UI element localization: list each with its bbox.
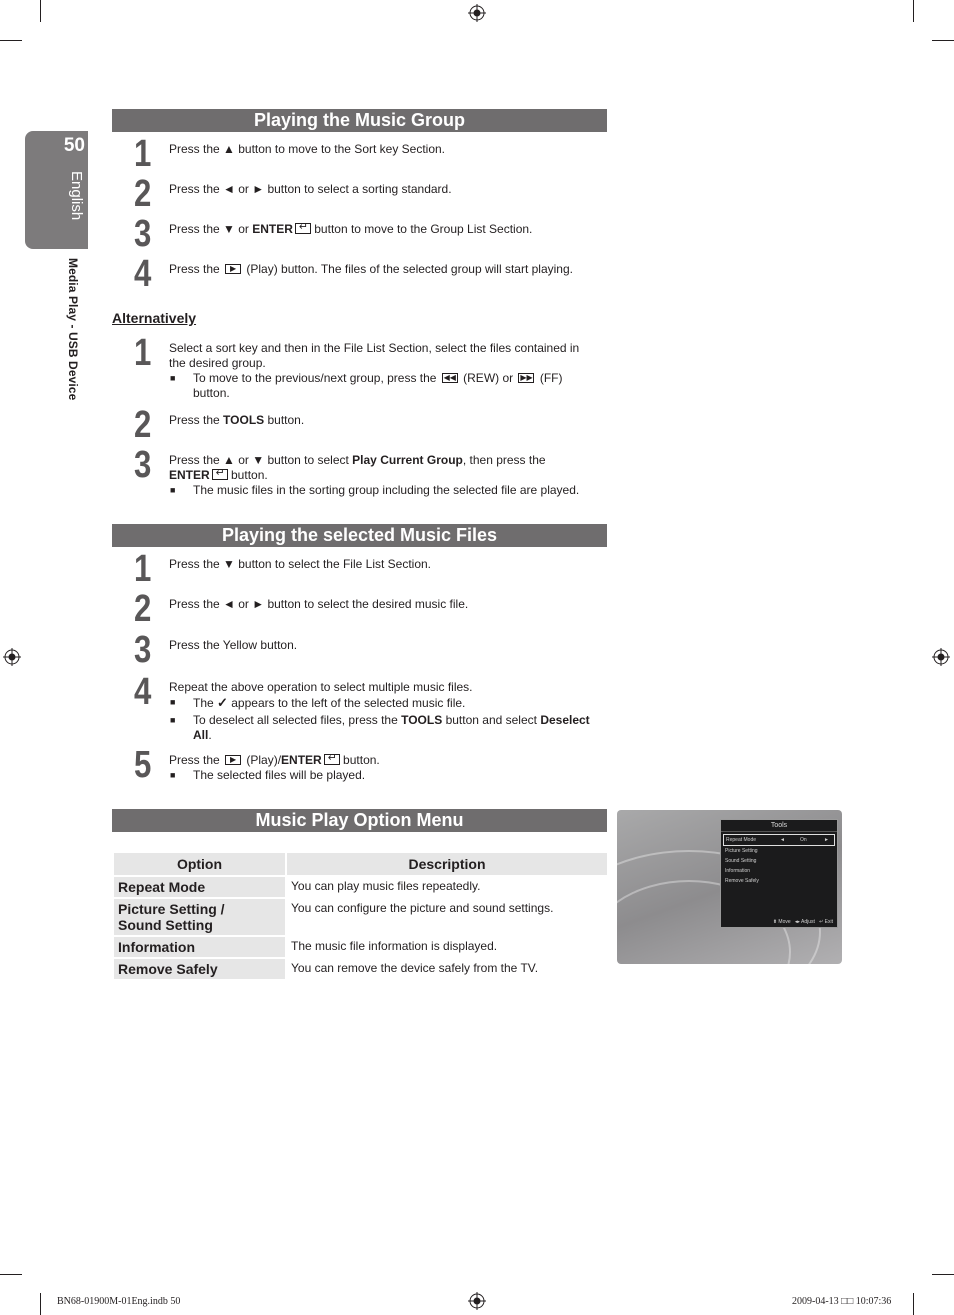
step-text: Press the ▲ or ▼ button to select Play Current Group, then press the ENTER↵ button. ■ The music files in the sorting group including the selected file are played. (169, 453, 594, 498)
step-text: Press the Yellow button. (169, 638, 298, 652)
step-number: 4 (134, 671, 150, 713)
crop-mark (913, 1293, 914, 1315)
crop-mark (932, 40, 954, 41)
exit-icon: ↵ (819, 919, 824, 925)
play-icon: ▶ (225, 264, 241, 274)
move-icon: ⬍ (772, 919, 778, 925)
bullet-note: ■ The music files in the sorting group including the selected file are played. (169, 483, 594, 498)
crop-mark (0, 1274, 22, 1275)
description-cell: You can remove the device safely from the TV. (291, 961, 539, 975)
rewind-icon: ◀◀ (443, 373, 456, 382)
page-number: 50 (63, 135, 85, 156)
option-cell: Information (114, 937, 285, 957)
step-text: Repeat the above operation to select multiple music files. ■ The ✓ appears to the left of the selected music file. ■ To deselect all selected files, press the TOOLS button and select Deselect All. (169, 680, 594, 743)
tools-item: Remove Safely (725, 878, 759, 884)
step-number: 3 (134, 629, 150, 671)
table-row (114, 877, 607, 897)
step-number: 2 (134, 173, 150, 215)
registration-mark-icon (468, 4, 486, 22)
crop-mark (913, 0, 914, 22)
chapter-label: Media Play - USB Device (66, 258, 80, 401)
table-row (114, 937, 607, 957)
bullet-note: ■ To move to the previous/next group, press the ◀◀ (REW) or ▶▶ (FF) button. (169, 371, 594, 401)
section-title-selected-files: Playing the selected Music Files (112, 524, 607, 547)
tools-item-repeat-mode: Repeat Mode ◄ On ► (723, 834, 835, 846)
step-number: 1 (134, 133, 150, 175)
bullet-note: ■ The selected files will be played. (169, 768, 594, 783)
step-number: 1 (134, 548, 150, 590)
footer-file: BN68-01900M-01Eng.indb 50 (57, 1296, 181, 1307)
crop-mark (932, 1274, 954, 1275)
page-tab (25, 131, 88, 249)
registration-mark-icon (468, 1292, 486, 1310)
play-icon: ▶ (225, 755, 241, 765)
enter-icon (212, 469, 228, 480)
section-title-music-group: Playing the Music Group (112, 109, 607, 132)
description-cell: The music file information is displayed. (291, 939, 498, 953)
bullet-note: ■ To deselect all selected files, press the TOOLS button and select Deselect All. (169, 713, 594, 743)
arrow-right-icon: ► (824, 837, 829, 843)
arrow-left-icon: ◄ (780, 837, 785, 843)
enter-icon (324, 754, 340, 765)
table-row (114, 959, 607, 979)
step-number: 3 (134, 444, 150, 486)
step-number: 2 (134, 404, 150, 446)
description-cell: You can configure the picture and sound settings. (291, 901, 554, 915)
crop-mark (40, 0, 41, 22)
fast-forward-icon: ▶▶ (520, 373, 533, 382)
option-cell: Remove Safely (114, 959, 285, 979)
adjust-icon: ◂▸ (794, 919, 800, 925)
option-cell: Repeat Mode (114, 877, 285, 897)
step-text: Press the ▼ button to select the File List Section. (169, 557, 432, 571)
tools-title: Tools (721, 820, 837, 832)
tools-menu (720, 819, 838, 928)
option-table (112, 851, 609, 981)
step-text: Select a sort key and then in the File List Section, select the files contained in the desired group. ■ To move to the previous/next group, press the ◀◀ (REW) or ▶▶ (FF) button. (169, 341, 594, 401)
tools-item: Information (725, 868, 751, 874)
step-text: Press the ◄ or ► button to select the desired music file. (169, 597, 469, 611)
step-number: 5 (134, 744, 150, 786)
step-number: 1 (134, 332, 150, 374)
table-row (114, 899, 607, 935)
registration-mark-icon (932, 648, 950, 666)
step-number: 2 (134, 588, 150, 630)
crop-mark (40, 1293, 41, 1315)
crop-mark (0, 40, 22, 41)
tv-screenshot (617, 810, 842, 964)
column-header-description: Description (287, 853, 607, 875)
table-header-row (114, 853, 607, 875)
step-text: Press the ▶ (Play)/ENTER↵ button. ■ The selected files will be played. (169, 753, 594, 783)
column-header-option: Option (114, 853, 285, 875)
step-text: Press the TOOLS button. (169, 413, 305, 427)
bullet-note: ■ The ✓ appears to the left of the selected music file. (169, 695, 594, 711)
footer-date: 2009-04-13 □□ 10:07:36 (792, 1296, 892, 1307)
description-cell: You can play music files repeatedly. (291, 879, 481, 893)
tools-footer: ⬍ Move ◂▸ Adjust ↵ Exit (772, 919, 833, 925)
step-text: Press the ▲ button to move to the Sort key Section. (169, 142, 446, 156)
checkmark-icon: ✓ (217, 695, 228, 710)
step-text: Press the ▼ or ENTER↵ button to move to the Group List Section. (169, 222, 594, 237)
step-text: Press the ▶ (Play) button. The files of the selected group will start playing. (169, 262, 573, 276)
language-label: English (68, 171, 85, 221)
step-number: 3 (134, 213, 150, 255)
alternatively-heading: Alternatively (112, 310, 197, 326)
step-text: Press the ◄ or ► button to select a sorting standard. (169, 182, 452, 196)
registration-mark-icon (3, 648, 21, 666)
option-cell: Picture Setting / Sound Setting (114, 899, 285, 935)
enter-icon (295, 223, 311, 234)
section-title-option-menu: Music Play Option Menu (112, 809, 607, 832)
step-number: 4 (134, 253, 150, 295)
tools-item: Sound Setting (725, 858, 757, 864)
tools-item: Picture Setting (725, 848, 758, 854)
